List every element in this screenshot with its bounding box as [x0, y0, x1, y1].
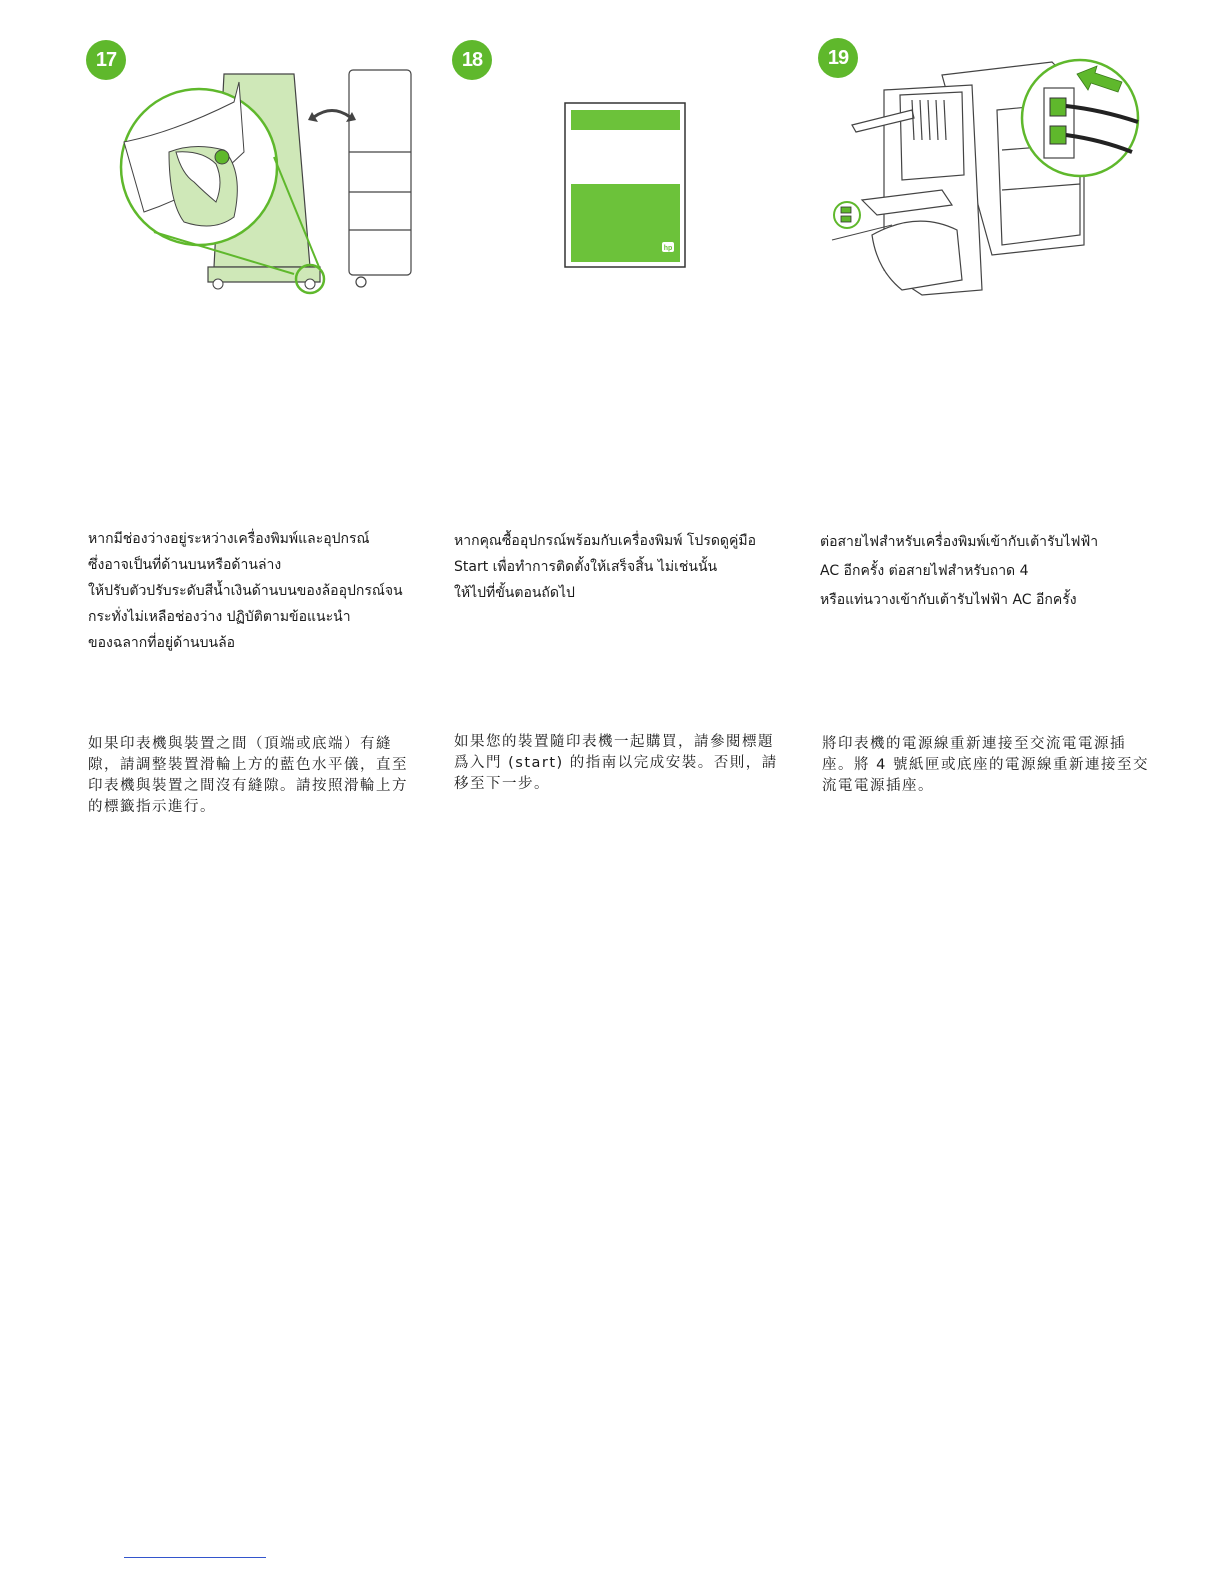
- text-line: ให้ปรับตัวปรับระดับสีน้ำเงินด้านบนของล้ออุปกรณ์จน: [88, 583, 403, 599]
- step-17-chinese-text: [88, 734, 424, 818]
- text-line: AC อีกครั้ง ต่อสายไฟสำหรับถาด 4: [820, 563, 1029, 579]
- text-line: หากคุณซื้ออุปกรณ์พร้อมกับเครื่องพิมพ์ โปรดดูคู่มือ: [454, 533, 757, 549]
- text-line: 移至下一步。: [454, 776, 550, 792]
- text-line: 流電電源插座。: [822, 778, 934, 794]
- text-line: หากมีช่องว่างอยู่ระหว่างเครื่องพิมพ์และอุปกรณ์: [88, 531, 370, 547]
- text-line: 印表機與裝置之間沒有縫隙。請按照滑輪上方: [88, 778, 408, 794]
- text-line: กระทั่งไม่เหลือช่องว่าง ปฏิบัติตามข้อแนะนำ: [88, 609, 351, 625]
- text-line: 隙，請調整裝置滑輪上方的藍色水平儀，直至: [88, 757, 408, 773]
- printer-side-view: [349, 70, 411, 287]
- text-line: 如果您的裝置隨印表機一起購買，請參閱標題: [454, 734, 774, 750]
- text-line: ต่อสายไฟสำหรับเครื่องพิมพ์เข้ากับเต้ารับไฟฟ้า: [820, 534, 1099, 550]
- step-19-illustration: [822, 40, 1152, 302]
- step-17-illustration: [114, 42, 444, 302]
- text-line: 如果印表機與裝置之間（頂端或底端）有縫: [88, 736, 392, 752]
- text-line: 座。將 4 號紙匣或底座的電源線重新連接至交: [822, 757, 1149, 773]
- start-guide-illustration: [564, 102, 688, 270]
- step-17-thai-text: [88, 526, 418, 656]
- text-line: 的標籤指示進行。: [88, 799, 216, 815]
- text-line: ซึ่งอาจเป็นที่ด้านบนหรือด้านล่าง: [88, 557, 282, 573]
- step-19-chinese-text: [822, 734, 1158, 797]
- step-19-thai-text: [820, 528, 1150, 615]
- text-line: Start เพื่อทำการติดตั้งให้เสร็จสิ้น ไม่เช่นนั้น: [454, 559, 718, 575]
- footer-rule: [124, 1557, 266, 1558]
- step-18-thai-text: [454, 528, 784, 606]
- step-number-badge: 18: [452, 40, 492, 80]
- step-number-badge: 19: [818, 38, 858, 78]
- hp-logo-text: hp: [663, 245, 673, 252]
- outlet-callout-large: [1022, 60, 1138, 176]
- text-line: 將印表機的電源線重新連接至交流電電源插: [822, 736, 1126, 752]
- text-line: ให้ไปที่ขั้นตอนถัดไป: [454, 585, 575, 601]
- text-line: 爲入門 (start) 的指南以完成安裝。否則，請: [454, 755, 778, 771]
- step-number-badge: 17: [86, 40, 126, 80]
- step-18-chinese-text: [454, 732, 790, 795]
- text-line: หรือแท่นวางเข้ากับเต้ารับไฟฟ้า AC อีกครั้ง: [820, 592, 1077, 608]
- text-line: ของฉลากที่อยู่ด้านบนล้อ: [88, 635, 236, 651]
- hp-logo-icon: [662, 242, 674, 252]
